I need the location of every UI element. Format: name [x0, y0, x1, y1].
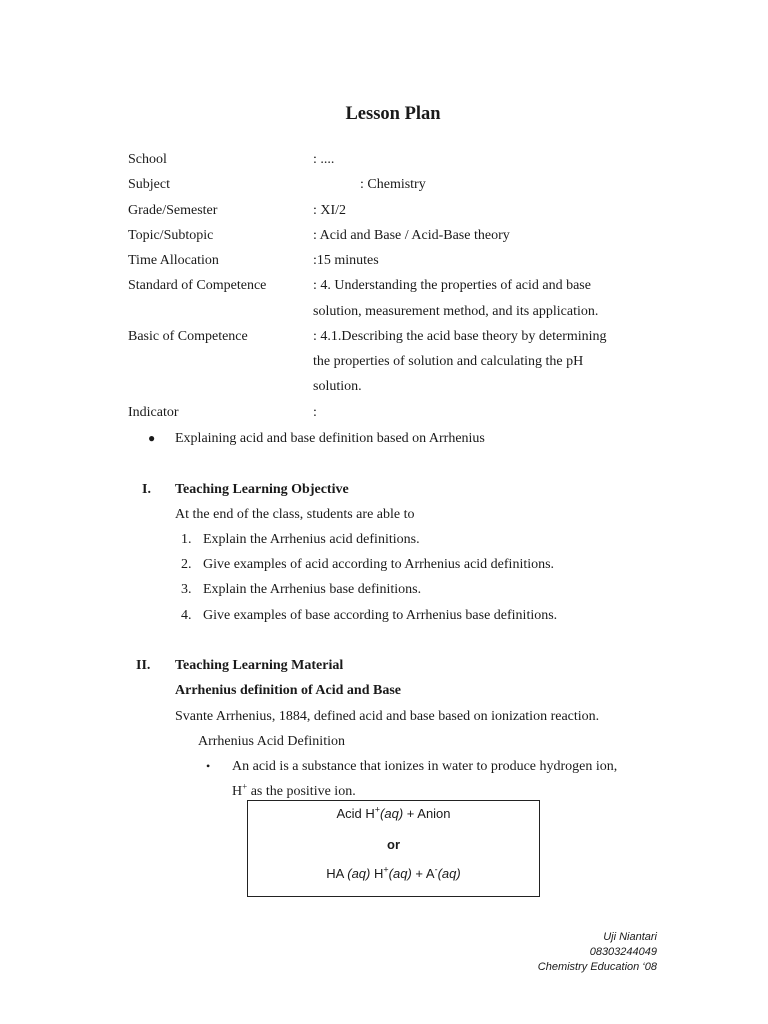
field-value-basic-line3: solution. [313, 379, 362, 394]
field-value-topic: : Acid and Base / Acid-Base theory [313, 228, 510, 243]
equation-line-2: HA (aq) H+(aq) + A-(aq) [326, 864, 461, 881]
section1-numeral: I. [142, 482, 151, 497]
equation-line-1: Acid H+(aq) + Anion [336, 804, 451, 821]
page-title: Lesson Plan [345, 104, 441, 124]
acid-definition-line2: H+ as the positive ion. [232, 781, 356, 799]
field-label-topic: Topic/Subtopic [128, 228, 214, 243]
section2-intro: Svante Arrhenius, 1884, defined acid and base based on ionization reaction. [175, 709, 600, 724]
field-value-indicator: : [313, 405, 317, 420]
footer-author: Uji Niantari [603, 931, 657, 943]
objective-num: 3. [181, 582, 192, 597]
footer-id: 08303244049 [589, 946, 657, 958]
objective-item: Explain the Arrhenius acid definitions. [203, 532, 420, 547]
section1-heading: Teaching Learning Objective [175, 482, 349, 497]
objective-item: Give examples of acid according to Arrhenius acid definitions. [203, 557, 555, 572]
field-label-indicator: Indicator [128, 405, 179, 420]
field-label-standard: Standard of Competence [128, 278, 267, 293]
acid-definition-line1: An acid is a substance that ionizes in water to produce hydrogen ion, [232, 759, 618, 774]
objective-num: 2. [181, 557, 192, 572]
field-value-basic-line2: the properties of solution and calculating the pH [313, 354, 584, 369]
equation-or: or [387, 837, 400, 852]
field-label-school: School [128, 152, 167, 167]
objective-item: Give examples of base according to Arrhenius base definitions. [203, 608, 558, 623]
objective-num: 1. [181, 532, 192, 547]
bullet-icon: • [206, 759, 211, 773]
bullet-icon: ● [148, 431, 156, 445]
field-value-school: : .... [313, 152, 335, 167]
acid-definition-title: Arrhenius Acid Definition [198, 734, 345, 749]
indicator-bullet-text: Explaining acid and base definition based on Arrhenius [175, 431, 485, 446]
field-value-basic-line1: : 4.1.Describing the acid base theory by determining [313, 329, 607, 344]
field-label-subject: Subject [128, 177, 170, 192]
field-value-grade: : XI/2 [313, 203, 347, 218]
field-value-subject: : Chemistry [360, 177, 426, 192]
objective-item: Explain the Arrhenius base definitions. [203, 582, 422, 597]
objective-num: 4. [181, 608, 192, 623]
field-value-standard-line1: : 4. Understanding the properties of acid and base [313, 278, 591, 293]
equation-box [247, 800, 540, 897]
field-label-basic: Basic of Competence [128, 329, 248, 344]
section2-subheading: Arrhenius definition of Acid and Base [175, 683, 401, 698]
field-label-grade: Grade/Semester [128, 203, 218, 218]
field-label-time: Time Allocation [128, 253, 219, 268]
section2-numeral: II. [136, 658, 151, 673]
field-value-standard-line2: solution, measurement method, and its application. [313, 304, 599, 319]
section1-intro: At the end of the class, students are able to [175, 507, 415, 522]
footer-program: Chemistry Education ‘08 [537, 961, 657, 973]
field-value-time: :15 minutes [313, 253, 379, 268]
section2-heading: Teaching Learning Material [175, 658, 344, 673]
